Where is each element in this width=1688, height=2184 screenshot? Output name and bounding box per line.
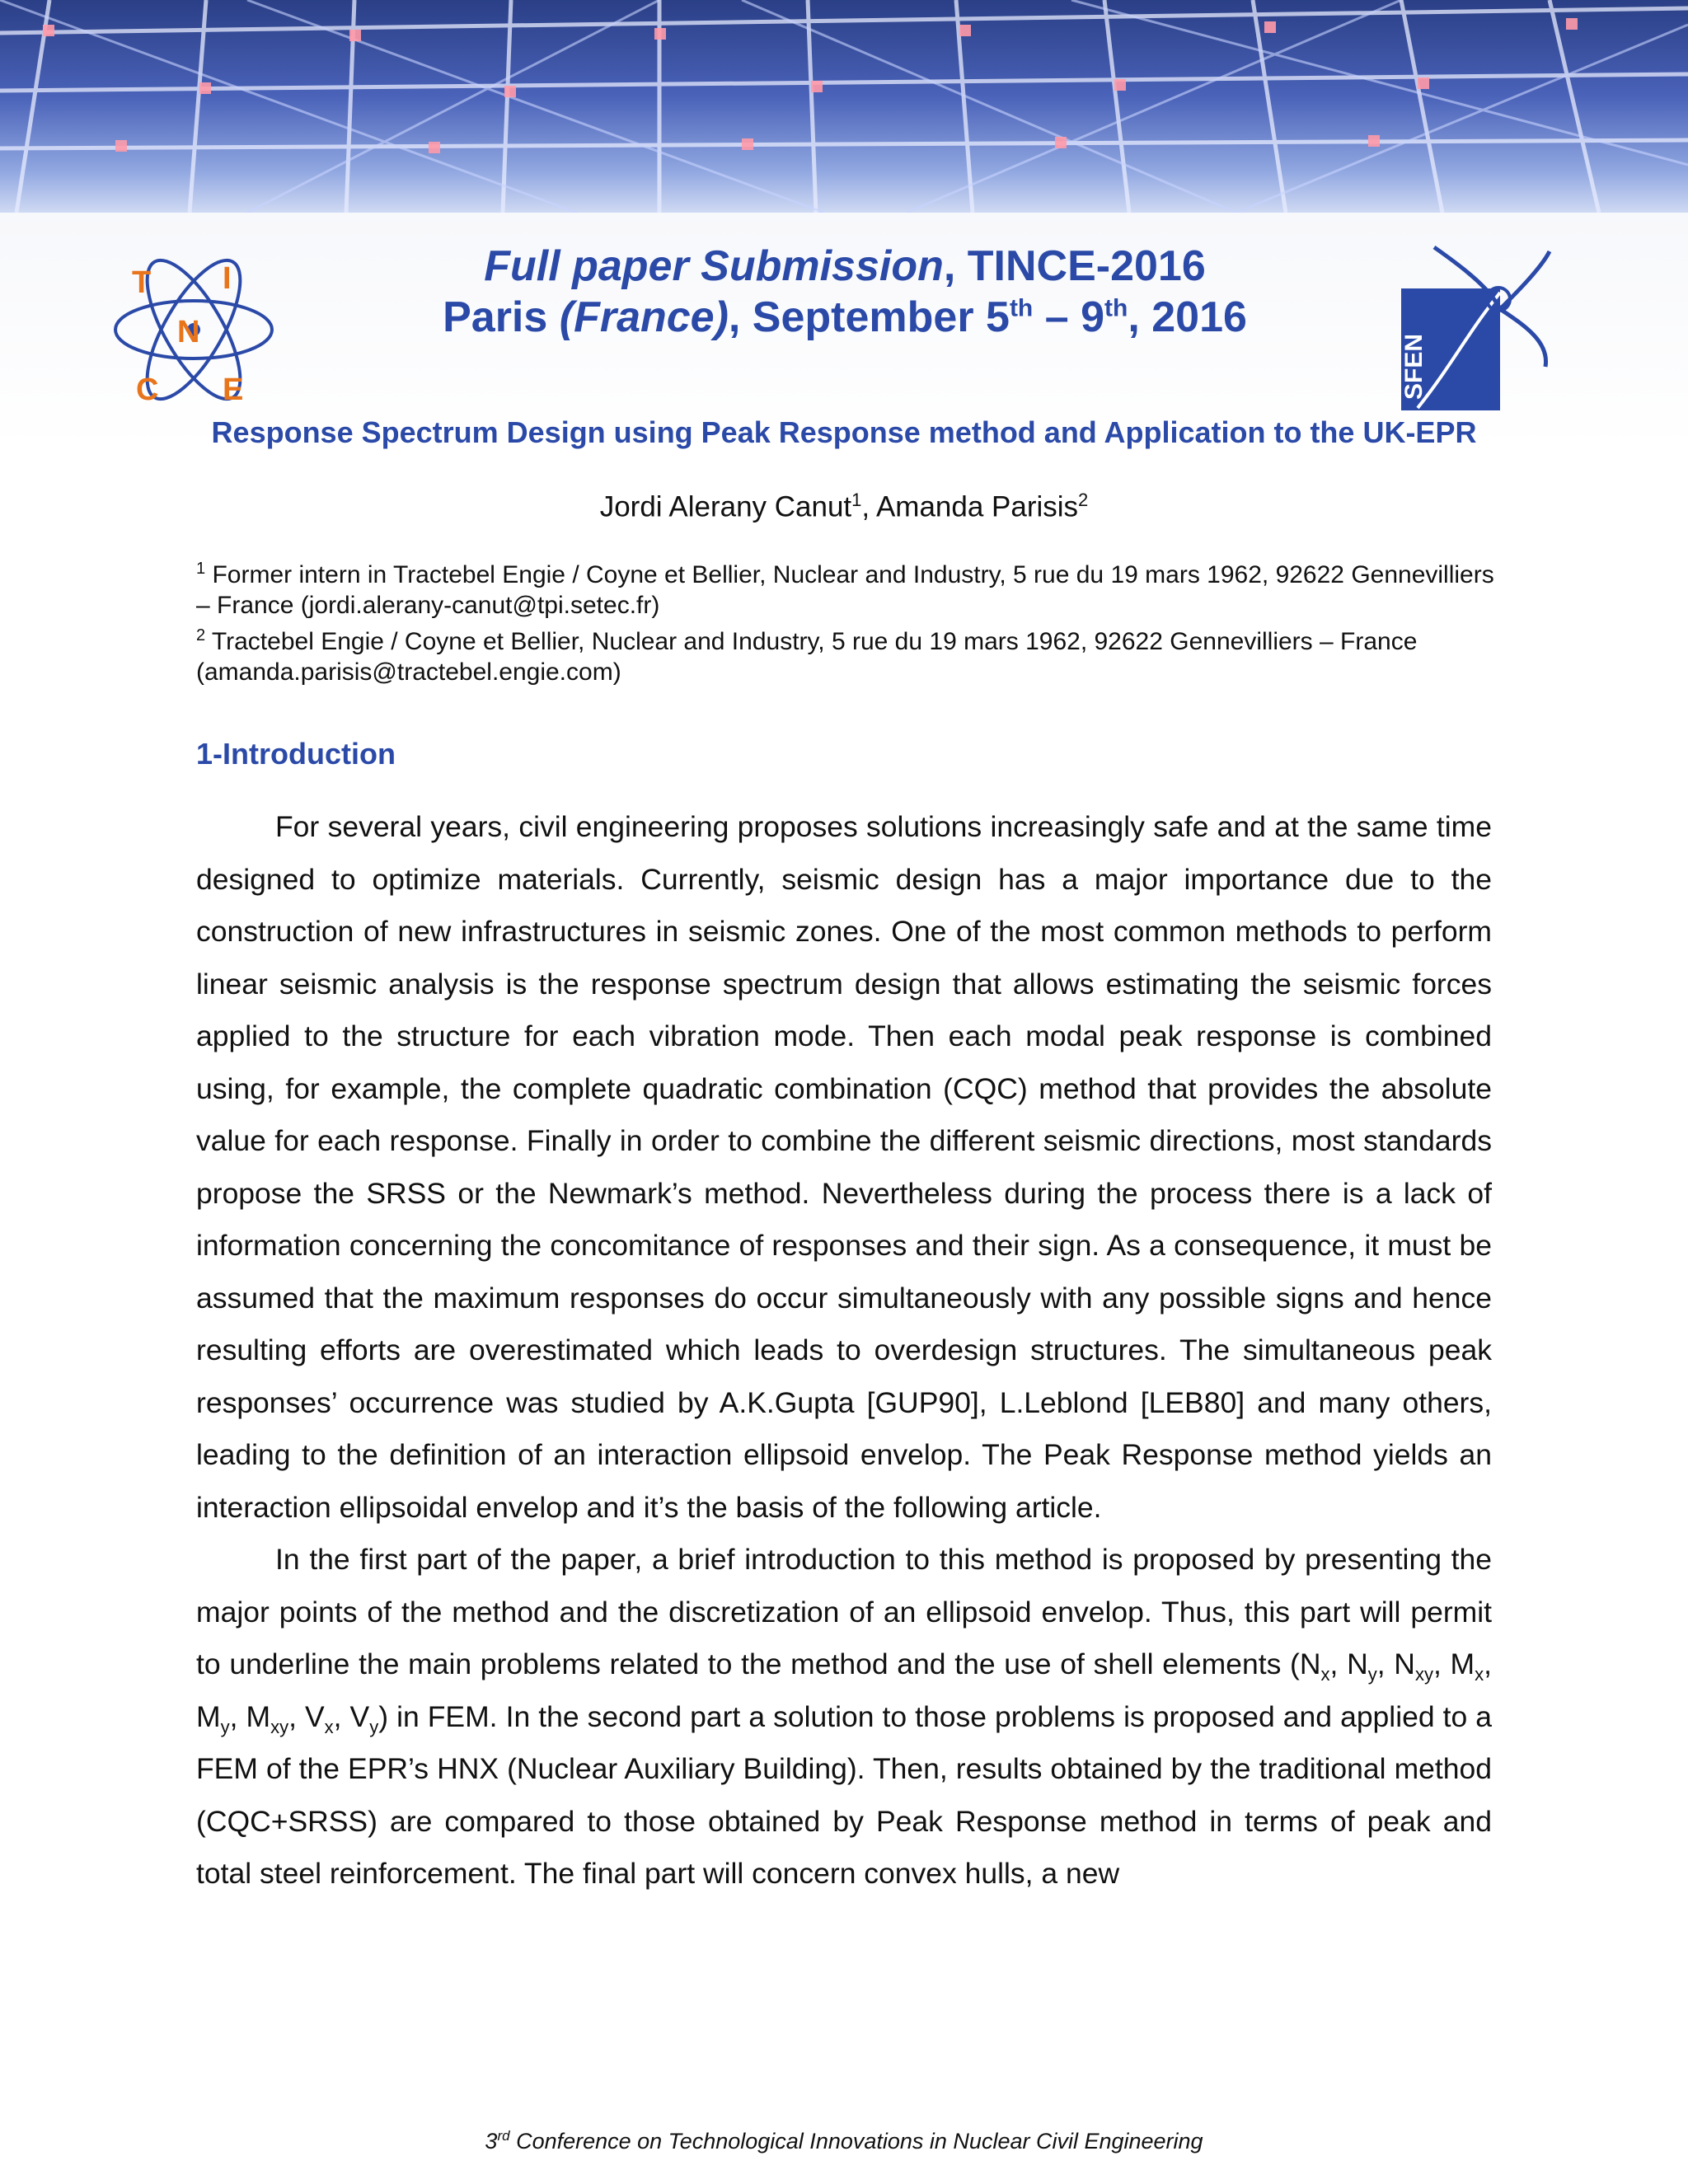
text-run: ) in FEM. In the second part a solution to those problems is proposed and applied to a FEM of the EPR’s HNX (Nuclear Auxiliary Building). Then, results obtained by the traditional method (CQC+SRSS) are compared to those obtained by Peak Response method in terms of peak and total steel reinforcement. The final part will concern convex hulls, a new: [196, 1699, 1492, 1890]
subscript: xy: [1414, 1664, 1433, 1685]
ordinal-suffix: rd: [497, 2128, 510, 2144]
submission-type: Full paper Submission: [484, 242, 944, 290]
tince-letter-n: N: [177, 315, 200, 349]
subscript: y: [369, 1716, 379, 1737]
conference-country: (France): [559, 293, 729, 341]
text-run: , N: [1329, 1647, 1368, 1680]
affiliation-mark: 1: [196, 560, 206, 578]
tince-letter-e: E: [223, 373, 244, 407]
section-heading: 1-Introduction: [196, 737, 396, 771]
text-run: , V: [333, 1699, 370, 1733]
affiliation-1: [196, 554, 1498, 621]
affiliations: [196, 554, 1498, 687]
date-year: , 2016: [1128, 293, 1247, 341]
tince-letter-t: T: [132, 265, 152, 300]
tince-logo: [107, 247, 280, 412]
affiliation-2: [196, 621, 1498, 687]
date-start: , September 5: [728, 293, 1010, 341]
conference-city: Paris: [443, 293, 560, 341]
page-footer: [0, 2128, 1688, 2154]
body-text: [196, 801, 1492, 1900]
date-end: – 9: [1033, 293, 1104, 341]
tince-letter-i: I: [223, 261, 232, 296]
subscript: y: [1367, 1664, 1377, 1685]
author-list: [196, 482, 1492, 526]
conference-line-2: [313, 292, 1376, 343]
sfen-logo: [1401, 243, 1558, 412]
affiliation-mark: 2: [196, 626, 206, 644]
conference-line-1: [313, 241, 1376, 292]
text-run: , M: [1432, 1647, 1475, 1680]
separator: ,: [861, 490, 876, 523]
subscript: xy: [270, 1716, 289, 1737]
conference-name: TINCE-2016: [967, 242, 1206, 290]
paper-title: Response Spectrum Design using Peak Response method and Application to the UK-EPR: [211, 415, 1477, 449]
sfen-logo-text: SFEN: [1401, 333, 1428, 400]
header-banner-image: [0, 0, 1688, 213]
separator: ,: [943, 242, 968, 290]
affiliation-text: Tractebel Engie / Coyne et Bellier, Nuclear and Industry, 5 rue du 19 mars 1962, 92622 Gennevilliers – France (amanda.parisis@tractebel.engie.com): [196, 628, 1418, 686]
text-run: In the first part of the paper, a brief introduction to this method is proposed by presenting the major points of the method and the discretization of an ellipsoid envelop. Thus, this part will permit to underline the main problems related to the method and the use of shell elements (N: [196, 1543, 1492, 1680]
text-run: , V: [288, 1699, 325, 1733]
paragraph: For several years, civil engineering proposes solutions increasingly safe and at the same time designed to optimize materials. Currently, seismic design has a major importance due to the construction of new infrastructures in seismic zones. One of the most common methods to perform linear seismic analysis is the response spectrum design that allows estimating the seismic forces applied to the structure for each vibration mode. Then each modal peak response is combined using, for example, the complete quadratic combination (CQC) method that provides the absolute value for each response. Finally in order to combine the different seismic directions, most standards propose the SRSS or the Newmark’s method. Nevertheless during the process there is a lack of information concerning the concomitance of responses and their sign. As a consequence, it must be assumed that the maximum responses do occur simultaneously with any possible signs and hence resulting efforts are overestimated which leads to overdesign structures. The simultaneous peak responses’ occurrence was studied by A.K.Gupta [GUP90], L.Leblond [LEB80] and many others, leading to the definition of an interaction ellipsoid envelop. The Peak Response method yields an interaction ellipsoidal envelop and it’s the basis of the following article.: [196, 810, 1492, 1524]
affiliation-text: Former intern in Tractebel Engie / Coyne et Bellier, Nuclear and Industry, 5 rue du 19 mars 1962, 92622 Gennevilliers – France (jordi.alerany-canut@tpi.setec.fr): [196, 561, 1494, 619]
subscript: x: [1475, 1664, 1484, 1685]
paragraph: [196, 1534, 1492, 1900]
subscript: x: [1320, 1664, 1330, 1685]
author-affiliation-mark: 2: [1078, 490, 1089, 510]
text-run: , M: [196, 1647, 1492, 1733]
subscript: x: [324, 1716, 334, 1737]
tince-letter-c: C: [136, 373, 159, 407]
ordinal-suffix: th: [1104, 294, 1128, 322]
ordinal-suffix: th: [1009, 294, 1034, 322]
author-name: Amanda Parisis: [875, 490, 1079, 523]
text-run: , N: [1376, 1647, 1415, 1680]
author-affiliation-mark: 1: [851, 490, 862, 510]
conference-header: [313, 241, 1376, 343]
subscript: y: [220, 1716, 230, 1737]
footer-text: Conference on Technological Innovations in Nuclear Civil Engineering: [509, 2129, 1203, 2154]
author-name: Jordi Alerany Canut: [599, 490, 852, 523]
text-run: , M: [229, 1699, 271, 1733]
footer-ordinal: 3: [485, 2129, 498, 2154]
